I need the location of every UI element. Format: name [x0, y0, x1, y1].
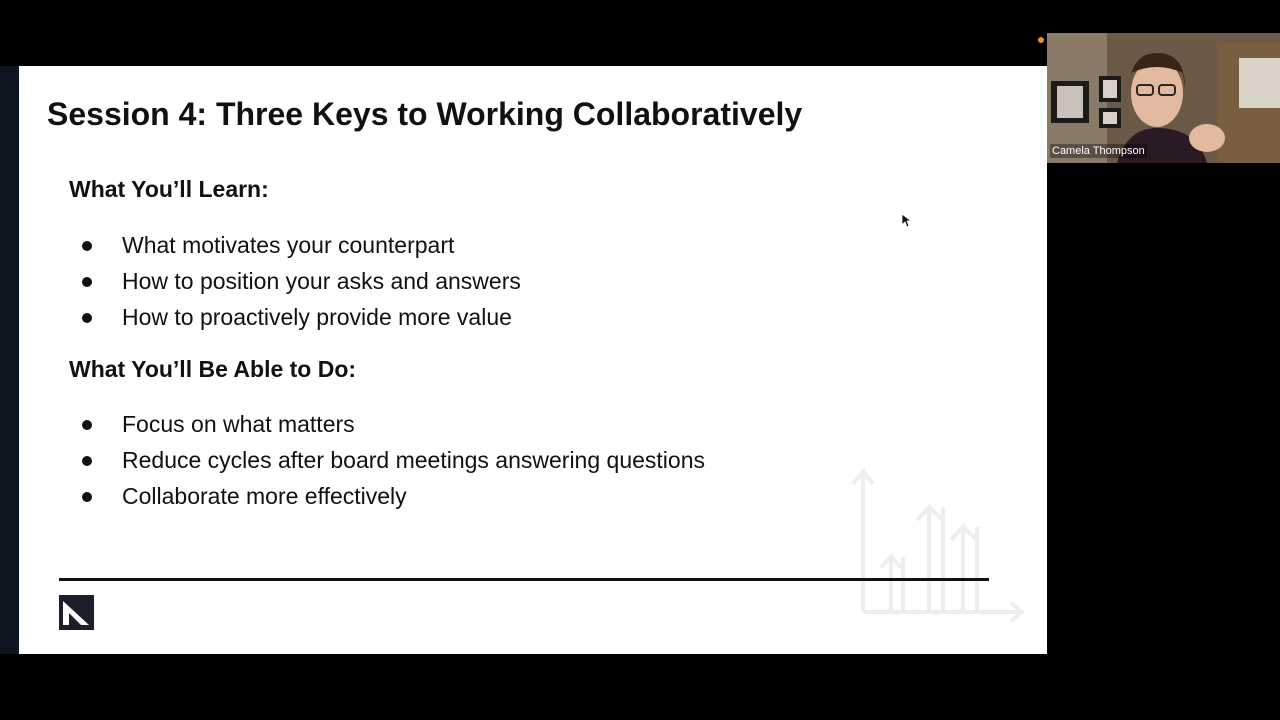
- bullet-icon: [82, 420, 92, 430]
- list-item-text: How to position your asks and answers: [122, 268, 521, 294]
- bullet-icon: [82, 456, 92, 466]
- bullet-icon: [82, 492, 92, 502]
- mouse-pointer-icon: [902, 214, 912, 228]
- bar-chart-arrows-icon: [851, 462, 1031, 627]
- slide-title: Session 4: Three Keys to Working Collaboratively: [47, 96, 803, 132]
- participant-name-label: Camela Thompson: [1052, 145, 1145, 157]
- shared-slide: [19, 66, 1047, 654]
- footer-divider: [59, 578, 989, 581]
- list-item-text: Reduce cycles after board meetings answering questions: [122, 447, 705, 473]
- do-heading: What You’ll Be Able to Do:: [69, 356, 357, 382]
- screen-share-edge: [0, 66, 19, 654]
- bullet-icon: [82, 313, 92, 323]
- bullet-icon: [82, 277, 92, 287]
- list-item-text: Collaborate more effectively: [122, 483, 407, 509]
- list-item-text: What motivates your counterpart: [122, 232, 455, 258]
- participant-video-tile[interactable]: [1047, 33, 1280, 163]
- recording-indicator-icon: [1038, 37, 1044, 43]
- brand-logo-icon: [59, 595, 94, 630]
- list-item-text: How to proactively provide more value: [122, 304, 512, 330]
- list-item-text: Focus on what matters: [122, 411, 355, 437]
- learn-heading: What You’ll Learn:: [69, 176, 269, 202]
- bullet-icon: [82, 241, 92, 251]
